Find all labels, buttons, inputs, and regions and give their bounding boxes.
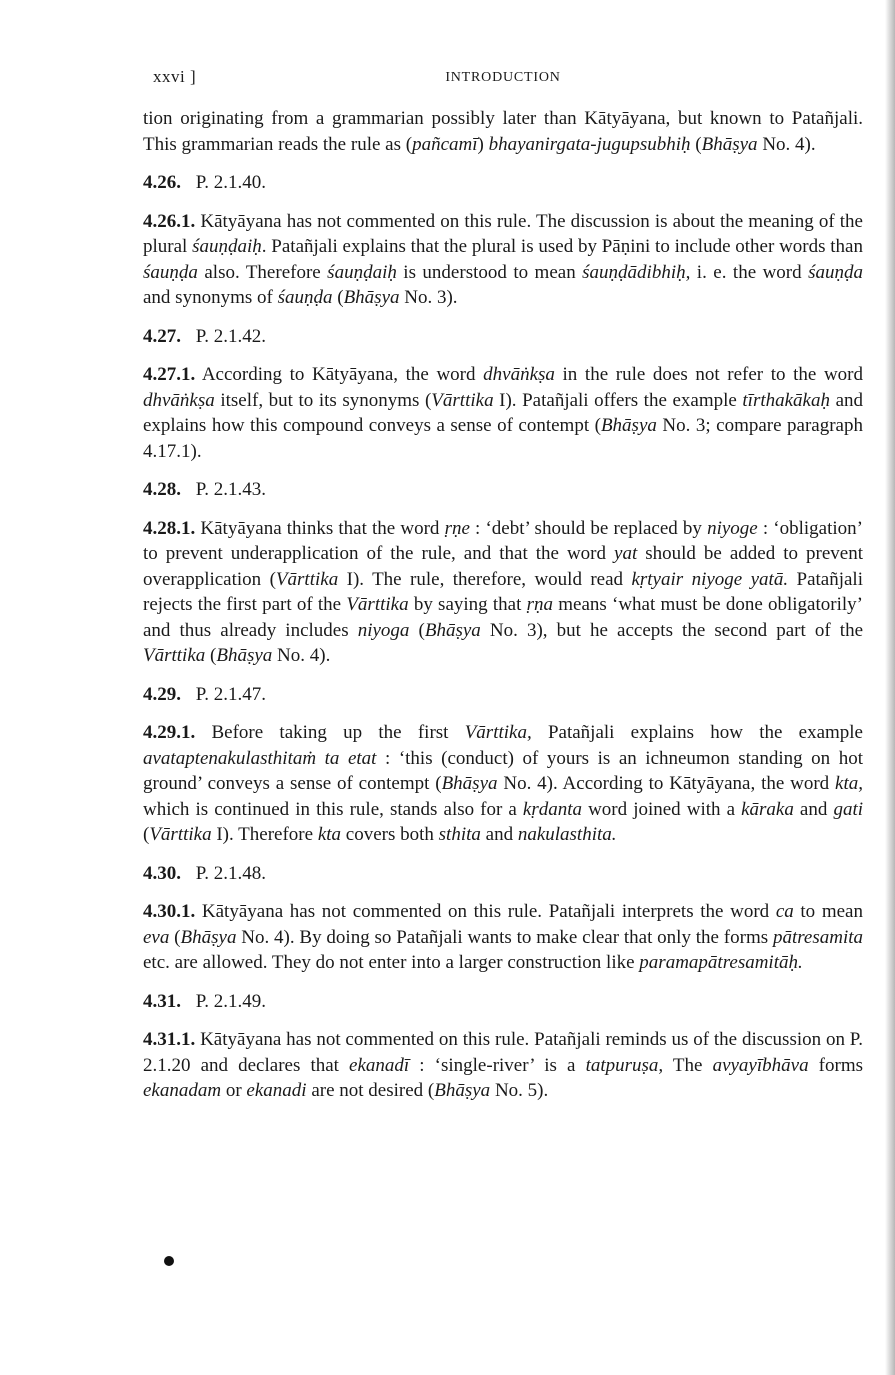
text-run: Patañjali explains how the example — [531, 722, 863, 743]
text-run: ( — [332, 287, 344, 308]
rule-reference: P. 2.1.48. — [191, 862, 266, 884]
italic-term: Bhāṣya — [343, 287, 400, 308]
italic-term: Bhāṣya — [600, 415, 657, 436]
italic-term: avyayībhāva — [712, 1054, 809, 1076]
italic-term: sthita — [438, 824, 481, 845]
text-run: No. 4). According to Kātyāyana, the word — [497, 773, 836, 794]
section-heading — [143, 170, 863, 196]
italic-term: Bhāṣya — [701, 133, 758, 155]
italic-term: pātresamita — [772, 926, 864, 948]
italic-term: śauṇḍādibhiḥ, — [582, 261, 691, 283]
paragraph-number: 4.27.1. — [143, 364, 196, 385]
section-number: 4.30. — [143, 862, 181, 884]
text-run: which is continued in this rule, stands also for a — [143, 798, 523, 820]
page-header — [143, 64, 863, 92]
text-run: Kātyāyana has not commented on this rule. Patañjali interprets the word — [195, 901, 776, 922]
text-run: forms — [808, 1054, 863, 1076]
section-paragraph — [143, 899, 863, 976]
paragraph-number: 4.30.1. — [143, 901, 196, 922]
italic-term: Vārttika — [149, 824, 212, 845]
section-paragraph — [143, 516, 863, 669]
italic-term: ca — [775, 901, 794, 922]
text-run: covers both — [341, 824, 439, 845]
text-run: No. 3), but he accepts the second part of the — [480, 619, 863, 641]
section-paragraph — [143, 1027, 863, 1104]
text-run: . Patañjali explains that the plural is used by Pāṇini to include other words than — [261, 236, 863, 257]
italic-term: pañcamī — [412, 133, 478, 155]
text-run: : ‘debt’ should be replaced by — [469, 517, 708, 539]
section-heading — [143, 861, 863, 887]
italic-term: bhayanirgata-jugupsubhiḥ — [488, 133, 691, 155]
text-run: word joined with a — [582, 798, 742, 820]
italic-term: tatpuruṣa, — [585, 1054, 664, 1076]
text-run: tion originating from a grammarian possibly later than Kātyāyana, but known to Patañjali. This grammarian reads the rule as ( — [143, 108, 863, 155]
text-run: means ‘what must be done obligatorily’ and thus already includes — [143, 594, 863, 641]
italic-term: ekanadam — [143, 1080, 222, 1101]
running-head: INTRODUCTION — [445, 70, 561, 85]
page-edge-shadow — [885, 0, 895, 1375]
text-run: ) — [477, 133, 489, 155]
italic-term: Vārttika — [346, 594, 409, 615]
italic-term: Vārttika — [143, 645, 206, 666]
italic-term: gati — [833, 798, 863, 820]
italic-term: śauṇḍaiḥ — [192, 236, 262, 257]
text-run: and explains how this compound conveys a sense of contempt ( — [143, 389, 863, 436]
italic-term: eva — [143, 926, 170, 948]
text-run: should be added to prevent overapplication ( — [143, 543, 863, 590]
text-run: ( — [143, 824, 150, 845]
italic-term: dhvāṅkṣa — [483, 364, 555, 385]
section-heading — [143, 324, 863, 350]
section-paragraph — [143, 362, 863, 464]
italic-term: Vārttika — [275, 568, 339, 590]
text-run: and synonyms of — [143, 287, 278, 308]
text-run: Before taking up the first — [195, 722, 465, 743]
italic-term: Vārttika, — [464, 722, 532, 743]
text-run: in the rule does not refer to the word — [554, 364, 863, 385]
italic-term: kṛtyair niyoge yatā. — [631, 568, 789, 590]
text-run: No. 4). — [757, 133, 816, 155]
italic-term: Bhāṣya — [216, 645, 273, 666]
italic-term: yat — [614, 543, 638, 564]
text-run: to mean — [793, 901, 863, 922]
text-run: : ‘this (conduct) of yours is an ichneumon standing on hot ground’ conveys a sense of contempt ( — [143, 747, 864, 794]
text-run: The — [663, 1054, 713, 1076]
text-run: itself, but to its synonyms ( — [214, 389, 432, 411]
book-page — [143, 64, 863, 1117]
rule-reference: P. 2.1.47. — [191, 683, 266, 705]
italic-term: avataptenakulasthitaṁ ta etat — [143, 747, 377, 769]
italic-term: kāraka — [741, 798, 794, 820]
italic-term: śauṇḍa — [143, 261, 198, 283]
text-run: also. Therefore — [197, 261, 328, 283]
text-run: ( — [169, 926, 181, 948]
text-run: No. 3; compare paragraph 4.17.1). — [143, 415, 863, 462]
text-run: etc. are allowed. They do not enter into a larger construction like — [143, 952, 640, 973]
text-run: I). Therefore — [211, 824, 318, 845]
italic-term: kṛdanta — [522, 798, 583, 820]
italic-term: paramapātresamitāḥ. — [639, 952, 803, 973]
text-run: and — [793, 798, 834, 820]
text-run: No. 4). — [272, 645, 331, 666]
italic-term: niyoge — [707, 517, 758, 539]
text-run: Kātyāyana thinks that the word — [195, 517, 445, 539]
text-run: No. 3). — [399, 287, 458, 308]
section-paragraph — [143, 209, 863, 311]
italic-term: Bhāṣya — [434, 1080, 491, 1101]
text-run: is understood to mean — [396, 261, 583, 283]
text-run: are not desired ( — [306, 1080, 435, 1101]
section-number: 4.28. — [143, 479, 181, 500]
intro-paragraph — [143, 106, 863, 157]
text-run: Kātyāyana has not commented on this rule. The discussion is about the meaning of the plural — [143, 210, 863, 257]
rule-reference: P. 2.1.43. — [191, 479, 266, 500]
text-run: I). The rule, therefore, would read — [338, 568, 632, 590]
italic-term: śauṇḍa — [277, 287, 333, 308]
italic-term: Bhāṣya — [180, 926, 237, 948]
bullet-mark — [164, 1256, 174, 1266]
section-number: 4.31. — [143, 990, 181, 1012]
italic-term: ekanadi — [246, 1080, 307, 1101]
text-run: ( — [409, 619, 425, 641]
section-heading — [143, 682, 863, 708]
paragraph-number: 4.26.1. — [143, 210, 196, 232]
text-run: Kātyāyana has not commented on this rule. Patañjali reminds us of the discussion on P. 2.1.20 and declares that — [143, 1029, 863, 1076]
text-run: ( — [690, 133, 702, 155]
text-run: No. 4). By doing so Patañjali wants to make clear that only the forms — [236, 926, 773, 948]
text-run: : ‘obligation’ to prevent underapplication of the rule, and that the word — [143, 517, 864, 564]
italic-term: kta — [317, 824, 342, 845]
sections-container — [143, 170, 863, 1104]
italic-term: śauṇḍa — [808, 261, 863, 283]
italic-term: śauṇḍaiḥ — [327, 261, 397, 283]
text-run: Patañjali rejects the first part of the — [143, 568, 863, 615]
italic-term: nakulasthita. — [517, 824, 617, 845]
paragraph-number: 4.29.1. — [143, 722, 196, 743]
section-number: 4.27. — [143, 325, 181, 347]
text-run: According to Kātyāyana, the word — [195, 364, 484, 385]
text-run: and — [480, 824, 518, 845]
italic-term: kta, — [835, 773, 863, 794]
rule-reference: P. 2.1.49. — [191, 990, 266, 1012]
text-run: : ‘single-river’ is a — [409, 1054, 586, 1076]
italic-term: tīrthakākaḥ — [742, 389, 830, 411]
rule-reference: P. 2.1.40. — [191, 172, 266, 193]
section-paragraph — [143, 720, 863, 848]
paragraph-number: 4.31.1. — [143, 1029, 196, 1050]
text-run: by saying that — [408, 594, 527, 615]
text-run: i. e. the word — [690, 261, 809, 283]
section-heading — [143, 989, 863, 1015]
text-run: or — [221, 1080, 247, 1101]
italic-term: niyoga — [357, 619, 410, 641]
italic-term: ṛṇa — [526, 594, 554, 615]
italic-term: Vārttika — [431, 389, 494, 411]
page-number: xxvi ] — [153, 67, 197, 86]
rule-reference: P. 2.1.42. — [191, 325, 266, 347]
text-run: ( — [205, 645, 217, 666]
italic-term: ṛṇe — [444, 517, 470, 539]
text-run: I). Patañjali offers the example — [493, 389, 743, 411]
section-number: 4.29. — [143, 683, 181, 705]
italic-term: ekanadī — [349, 1054, 410, 1076]
italic-term: dhvāṅkṣa — [143, 389, 215, 411]
text-run: No. 5). — [490, 1080, 549, 1101]
paragraph-number: 4.28.1. — [143, 517, 196, 539]
section-heading — [143, 477, 863, 503]
section-number: 4.26. — [143, 172, 181, 193]
italic-term: Bhāṣya — [424, 619, 481, 641]
italic-term: Bhāṣya — [441, 773, 498, 794]
